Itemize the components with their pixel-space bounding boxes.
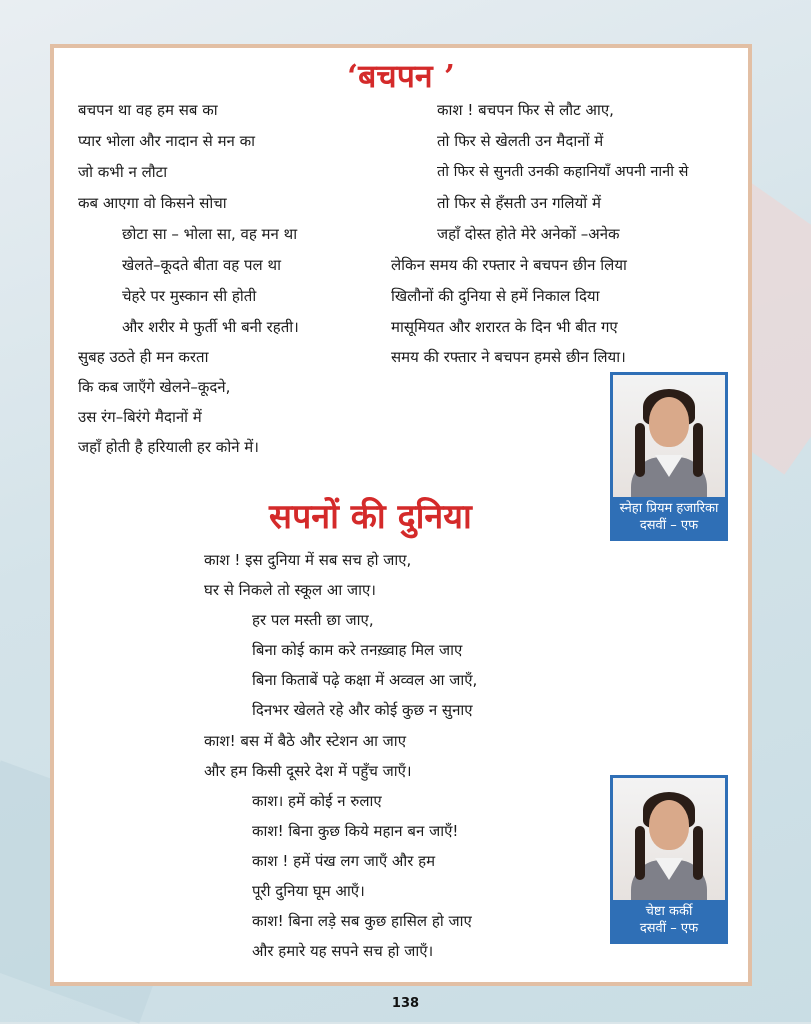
poem1-left-line: सुबह उठते ही मन करता <box>78 348 209 366</box>
poem2-line: काश! बस में बैठे और स्टेशन आ जाए <box>204 732 406 750</box>
author-class: दसवीं – एफ <box>639 518 699 533</box>
author-caption <box>613 900 725 941</box>
poem1-left-line: जहाँ होती है हरियाली हर कोने में। <box>78 438 259 456</box>
poem1-left-line: चेहरे पर मुस्कान सी होती <box>122 287 257 305</box>
poem1-left-line: कब आएगा वो किसने सोचा <box>78 194 227 212</box>
poem1-left-line: खेलते–कूदते बीता वह पल था <box>122 256 281 274</box>
poem2-line: और हमारे यह सपने सच हो जाएँ। <box>252 942 434 960</box>
poem2-title: सपनों की दुनिया <box>269 497 472 537</box>
author-card <box>610 372 728 541</box>
poem1-right-line: समय की रफ्तार ने बचपन हमसे छीन लिया। <box>391 348 626 366</box>
poem1-left-line: और शरीर मे फुर्ती भी बनी रहती। <box>122 318 299 336</box>
author-name: स्नेहा प्रियम हजारिका <box>619 501 719 516</box>
poem1-left-line: बचपन था वह हम सब का <box>78 101 218 119</box>
poem2-line: हर पल मस्ती छा जाए, <box>252 611 374 629</box>
poem1-left-line: जो कभी न लौटा <box>78 163 168 181</box>
poem2-line: बिना कोई काम करे तनख़्वाह मिल जाए <box>252 641 463 659</box>
poem2-line: काश! बिना कुछ किये महान बन जाएँ! <box>252 822 459 840</box>
poem1-left-line: कि कब जाएँगे खेलने–कूदने, <box>78 378 231 396</box>
poem2-line: घर से निकले तो स्कूल आ जाए। <box>204 581 376 599</box>
poem2-line: और हम किसी दूसरे देश में पहुँच जाएँ। <box>204 762 412 780</box>
page-frame <box>50 44 752 986</box>
poem1-right-line: खिलौनों की दुनिया से हमें निकाल दिया <box>391 287 600 305</box>
poem1-right-line: मासूमियत और शरारत के दिन भी बीत गए <box>391 318 618 336</box>
author-photo <box>613 375 725 497</box>
poem1-title: ‘बचपन ’ <box>347 57 455 95</box>
poem2-line: पूरी दुनिया घूम आएँ। <box>252 882 365 900</box>
poem1-right-line: तो फिर से खेलती उन मैदानों में <box>437 132 604 150</box>
author-name: चेष्टा कर्की <box>645 904 693 919</box>
poem2-line: बिना किताबें पढ़े कक्षा में अव्वल आ जाएँ, <box>252 671 478 689</box>
poem2-line: काश ! इस दुनिया में सब सच हो जाए, <box>204 551 412 569</box>
poem2-line: दिनभर खेलते रहे और कोई कुछ न सुनाए <box>252 701 473 719</box>
poem2-line: काश! बिना लड़े सब कुछ हासिल हो जाए <box>252 912 472 930</box>
poem2-line: काश ! हमें पंख लग जाएँ और हम <box>252 852 436 870</box>
author-class: दसवीं – एफ <box>639 921 699 936</box>
poem1-right-line: जहाँ दोस्त होते मेरे अनेकों –अनेक <box>437 225 620 243</box>
author-card <box>610 775 728 944</box>
poem1-right-line: तो फिर से सुनती उनकी कहानियाँ अपनी नानी से <box>437 164 689 180</box>
poem1-right-line: लेकिन समय की रफ्तार ने बचपन छीन लिया <box>391 256 627 274</box>
poem1-right-line: काश ! बचपन फिर से लौट आए, <box>437 101 614 119</box>
poem1-left-line: प्यार भोला और नादान से मन का <box>78 132 256 150</box>
author-photo <box>613 778 725 900</box>
page-number: 138 <box>391 996 420 1011</box>
poem1-right-line: तो फिर से हँसती उन गलियों में <box>437 194 601 212</box>
poem1-left-line: उस रंग–बिरंगे मैदानों में <box>78 408 202 426</box>
poem2-line: काश। हमें कोई न रुलाए <box>252 792 382 810</box>
poem1-left-line: छोटा सा – भोला सा, वह मन था <box>122 225 298 243</box>
author-caption <box>613 497 725 538</box>
